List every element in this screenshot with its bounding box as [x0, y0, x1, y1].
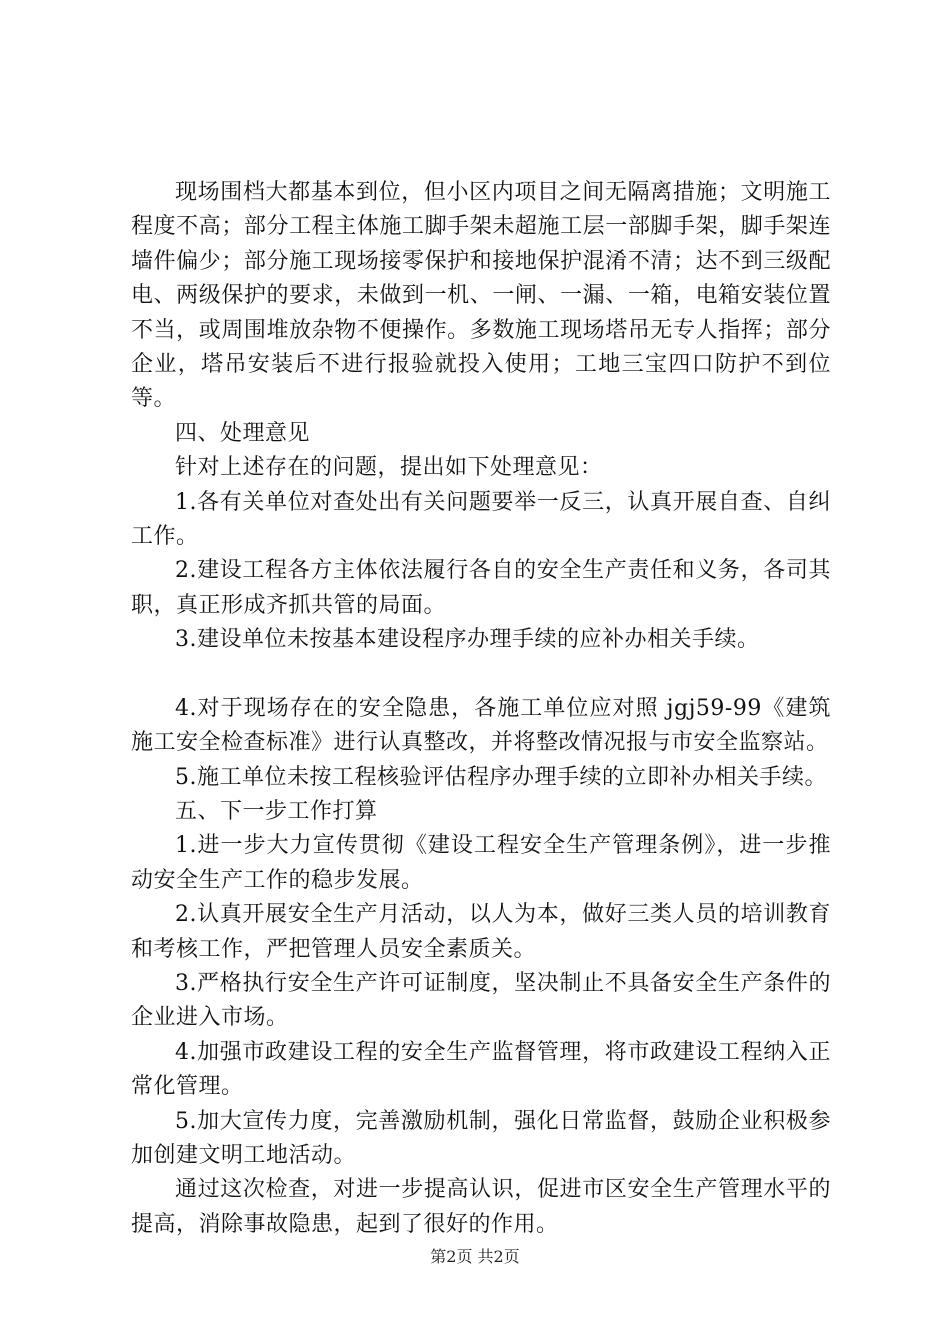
- heading-handling-opinions: 四、处理意见: [175, 420, 311, 446]
- next-step-item-5: 5.加大宣传力度，完善激励机制，强化日常监督，鼓励企业积极参加创建文明工地活动。: [131, 1108, 831, 1168]
- page-footer: 第2页 共2页: [430, 1247, 520, 1266]
- opinion-item-2: 2.建设工程各方主体依法履行各自的安全生产责任和义务，各司其职，真正形成齐抓共管的局面。: [131, 558, 831, 618]
- heading-next-steps: 五、下一步工作打算: [175, 798, 378, 824]
- next-step-item-4: 4.加强市政建设工程的安全生产监督管理，将市政建设工程纳入正常化管理。: [131, 1039, 831, 1100]
- next-step-item-3: 3.严格执行安全生产许可证制度，坚决制止不具备安全生产条件的企业进入市场。: [131, 970, 831, 1031]
- opinion-item-5: 5.施工单位未按工程核验评估程序办理手续的立即补办相关手续。: [175, 764, 827, 790]
- opinion-item-4: 4.对于现场存在的安全隐患，各施工单位应对照 jgj59-99《建筑施工安全检查标准》进行认真整改，并将整改情况报与市安全监察站。: [131, 695, 831, 756]
- opinion-item-1: 1.各有关单位对查处出有关问题要举一反三，认真开展自查、自纠工作。: [131, 489, 831, 550]
- paragraph-intro-opinions: 针对上述存在的问题，提出如下处理意见：: [175, 455, 603, 481]
- document-body: [131, 176, 831, 1242]
- paragraph-conclusion: 通过这次检查，对进一步提高认识，促进市区安全生产管理水平的提高，消除事故隐患，起到了很好的作用。: [131, 1177, 831, 1237]
- paragraph-site-issues: 现场围档大都基本到位，但小区内项目之间无隔离措施；文明施工程度不高；部分工程主体施工脚手架未超施工层一部脚手架，脚手架连墙件偏少；部分施工现场接零保护和接地保护混淆不清；达不到三级配电、两级保护的要求，未做到一机、一闸、一漏、一箱，电箱安装位置不当，或周围堆放杂物不便操作。多数施工现场塔吊无专人指挥；部分企业，塔吊安装后不进行报验就投入使用；工地三宝四口防护不到位等。: [131, 180, 831, 412]
- opinion-item-3: 3.建设单位未按基本建设程序办理手续的应补办相关手续。: [175, 627, 760, 653]
- next-step-item-2: 2.认真开展安全生产月活动，以人为本，做好三类人员的培训教育和考核工作，严把管理人员安全素质关。: [131, 902, 831, 962]
- next-step-item-1: 1.进一步大力宣传贯彻《建设工程安全生产管理条例》，进一步推动安全生产工作的稳步发展。: [131, 833, 831, 893]
